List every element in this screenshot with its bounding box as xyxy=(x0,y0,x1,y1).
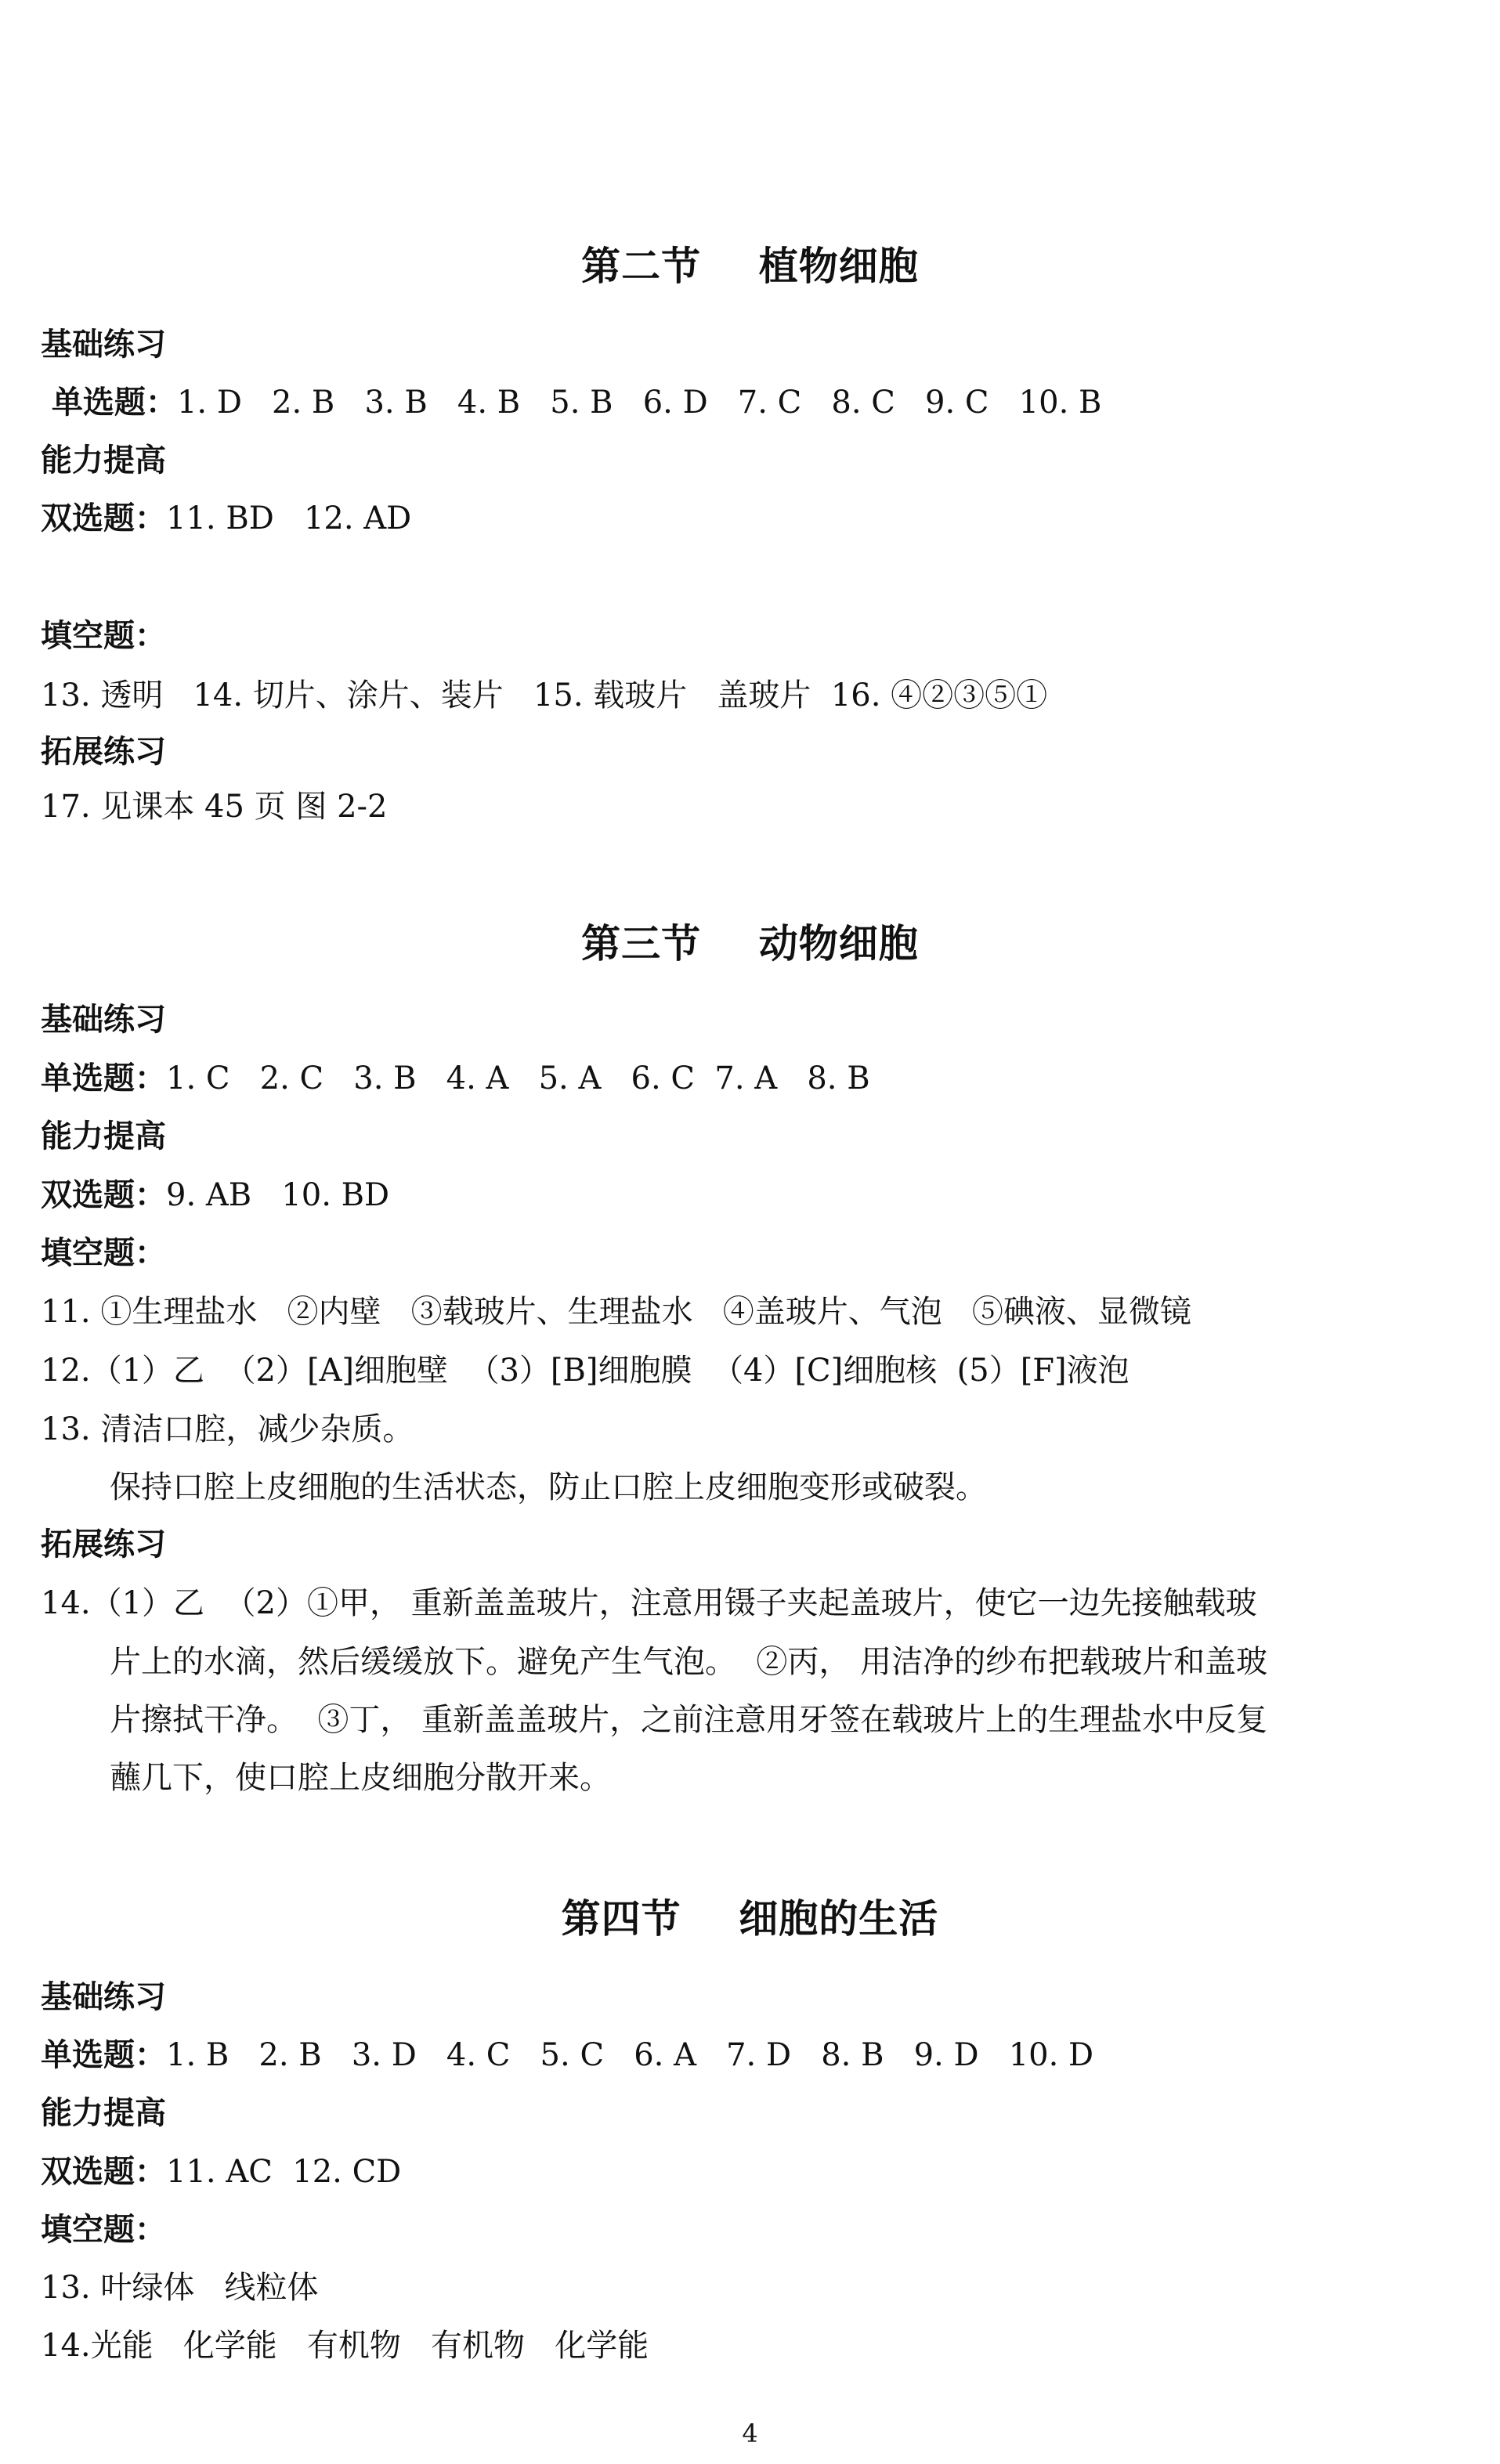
subsection-heading: 拓展练习 xyxy=(41,1526,166,1563)
answer-text: 1. B 2. B 3. D 4. C 5. C 6. A 7. D 8. B 9. D 10. D xyxy=(166,2037,1094,2073)
answer-text: 17. 见课本 45 页 图 2-2 xyxy=(41,789,388,825)
answer-text: 12.（1）乙 （2）[A]细胞壁 （3）[B]细胞膜 （4）[C]细胞核 (5）[F]液泡 xyxy=(41,1353,1130,1389)
answer-text: 13. 清洁口腔，减少杂质。 xyxy=(41,1411,414,1447)
section-title: 第二节 植物细胞 xyxy=(581,244,919,289)
answer-line xyxy=(41,2263,318,2307)
answer-text: 13. 透明 14. 切片、涂片、装片 15. 载玻片 盖玻片 16. ④②③⑤① xyxy=(41,677,1048,714)
subsection-heading: 拓展练习 xyxy=(41,734,166,770)
question-type-label: 单选题： xyxy=(41,385,177,421)
answer-line xyxy=(41,670,1047,715)
question-type-label: 双选题： xyxy=(41,2154,166,2190)
answer-text: 14.（1）乙 （2）①甲， 重新盖盖玻片，注意用镊子夹起盖玻片，使它一边先接触载玻 xyxy=(41,1585,1257,1621)
answer-text: 14.光能 化学能 有机物 有机物 化学能 xyxy=(41,2328,649,2364)
section-title: 第三节 动物细胞 xyxy=(581,921,919,966)
answer-line xyxy=(41,1404,414,1449)
answer-text: 片擦拭干净。 ③丁， 重新盖盖玻片，之前注意用牙签在载玻片上的生理盐水中反复 xyxy=(110,1702,1268,1738)
question-type-label: 单选题： xyxy=(41,1060,166,1097)
subsection-heading: 能力提高 xyxy=(41,443,166,479)
answer-line xyxy=(110,1462,987,1507)
subsection-heading: 基础练习 xyxy=(41,327,166,363)
answer-line xyxy=(41,1287,1191,1331)
answer-line xyxy=(41,1578,1257,1623)
section-title: 第四节 细胞的生活 xyxy=(561,1896,939,1942)
answer-line xyxy=(41,2147,401,2191)
subsection-heading: 基础练习 xyxy=(41,1002,166,1038)
answer-text: 11. ①生理盐水 ②内壁 ③载玻片、生理盐水 ④盖玻片、气泡 ⑤碘液、显微镜 xyxy=(41,1294,1191,1330)
answer-text: 片上的水滴，然后缓缓放下。避免产生气泡。 ②丙， 用洁净的纱布把载玻片和盖玻 xyxy=(110,1644,1268,1680)
answer-text: 11. AC 12. CD xyxy=(166,2154,402,2190)
answer-text: 11. BD 12. AD xyxy=(166,500,412,537)
subsection-heading: 填空题： xyxy=(41,618,166,654)
answer-text: 1. D 2. B 3. B 4. B 5. B 6. D 7. C 8. C 9. C 10. B xyxy=(176,385,1102,421)
subsection-heading: 基础练习 xyxy=(41,1979,166,2015)
answer-line xyxy=(110,1695,1267,1740)
answer-line xyxy=(41,2321,649,2365)
answer-line xyxy=(41,378,1101,422)
answer-text: 1. C 2. C 3. B 4. A 5. A 6. C 7. A 8. B xyxy=(166,1060,870,1097)
question-type-label: 双选题： xyxy=(41,500,166,537)
answer-line xyxy=(41,2030,1093,2075)
answer-text: 保持口腔上皮细胞的生活状态，防止口腔上皮细胞变形或破裂。 xyxy=(110,1469,987,1505)
answer-text: 9. AB 10. BD xyxy=(166,1177,390,1213)
answer-line xyxy=(41,493,411,538)
answer-line xyxy=(41,1346,1130,1390)
subsection-heading: 填空题： xyxy=(41,2212,166,2248)
question-type-label: 单选题： xyxy=(41,2037,166,2073)
answer-text: 蘸几下，使口腔上皮细胞分散开来。 xyxy=(110,1760,611,1796)
answer-line xyxy=(41,1053,870,1098)
subsection-heading: 填空题： xyxy=(41,1235,166,1271)
page-number: 4 xyxy=(742,2419,758,2448)
question-type-label: 双选题： xyxy=(41,1177,166,1213)
subsection-heading: 能力提高 xyxy=(41,2095,166,2131)
answer-line xyxy=(41,782,388,826)
subsection-heading: 能力提高 xyxy=(41,1118,166,1154)
answer-line xyxy=(110,1637,1267,1682)
answer-text: 13. 叶绿体 线粒体 xyxy=(41,2270,319,2306)
answer-line xyxy=(110,1753,611,1797)
answer-line xyxy=(41,1170,389,1215)
